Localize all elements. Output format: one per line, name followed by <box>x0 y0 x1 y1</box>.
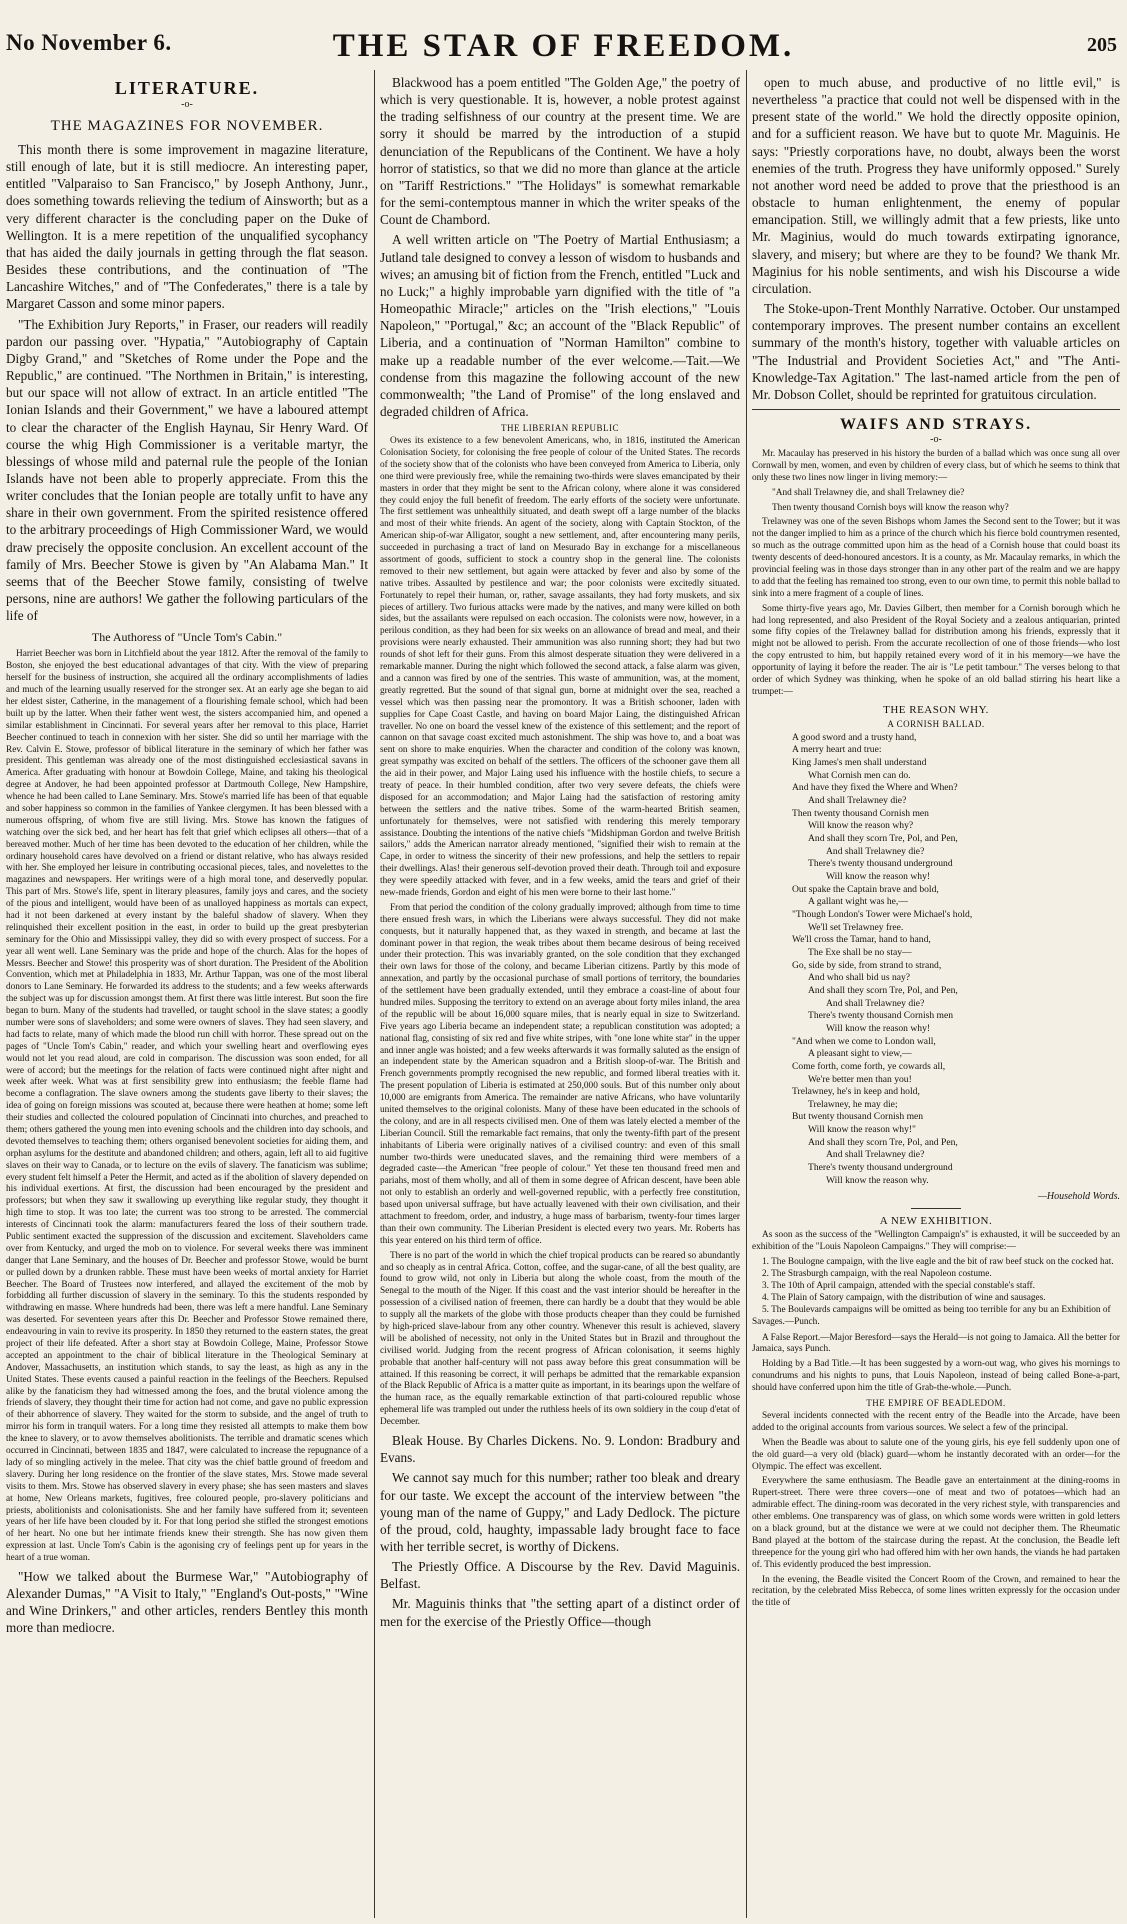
verse-line: A gallant wight was he,— <box>808 896 908 908</box>
article-paragraph: Mr. Macaulay has preserved in his history the burden of a ballad which was once sung all over Cornwall by men, women, and even by children of every class, but of which he seems to think that only these two lines now linger in living memory:— <box>752 448 1120 483</box>
article-paragraph: When the Beadle was about to salute one of the young girls, his eye fell suddenly upon one of the old guard—a very old (black) guard—whom he instantly decorated with an order—for the Olympic. The effect was excellent. <box>752 1437 1120 1472</box>
list-item: 1. The Boulogne campaign, with the live eagle and the bit of raw beef stuck on the cocked hat. <box>762 1257 1114 1268</box>
beadledom-heading: THE EMPIRE OF BEADLEDOM. <box>866 1397 1006 1408</box>
verse-line: King James's men shall understand <box>792 757 927 769</box>
verse-line: What Cornish men can do. <box>808 769 911 781</box>
verse-line: Out spake the Captain brave and bold, <box>792 883 939 895</box>
ballad-verses <box>792 732 1120 1188</box>
article-paragraph: Holding by a Bad Title.—It has been suggested by a worn-out wag, who gives his mornings to conundrums and his nights to puns, that Louis Napoleon, instead of being called Bone-a-part, should have conferred upon him the title of Grab-the-whole.—Punch. <box>752 1359 1120 1394</box>
literature-heading: LITERATURE. <box>114 78 260 98</box>
list-item: 3. The 10th of April campaign, attended with the special constable's staff. <box>762 1280 1035 1291</box>
verse-line: Come forth, come forth, ye cowards all, <box>792 1060 946 1072</box>
verse-line: And shall they scorn Tre, Pol, and Pen, <box>808 1136 958 1148</box>
article-paragraph: A False Report.—Major Beresford—says the Herald—is not going to Jamaica. All the better for Jamaica, says Punch. <box>752 1332 1120 1355</box>
article-paragraph: Everywhere the same enthusiasm. The Beadle gave an entertainment at the dining-rooms in Rupert-street. There were three covers—one of meat and two of potatoes—which had an admirable effect. The dining-room was decorated in the very richest style, with transparencies and other emblems. One transparency was of glass, on which some words were written in gold letters on a black ground, but at the distance we were at we could not decipher them. The Rheumatic Band played at the bottom of the staircase during the repast. At the conclusion, the Beadle left threepence for the young girl who had offered him with her own hands, the viands he had partaken of. This evidently produced the best impression. <box>752 1476 1120 1570</box>
stowe-heading: The Authoress of "Uncle Tom's Cabin." <box>91 630 283 645</box>
verse-line: We'll set Trelawney free. <box>808 921 904 933</box>
verse-line: We're better men than you! <box>808 1073 912 1085</box>
verse-line: And have they fixed the Where and When? <box>792 782 958 794</box>
verse-line: Will know the reason why? <box>808 820 914 832</box>
article-paragraph: This month there is some improvement in magazine literature, still enough of late, but it is still mediocre. An interesting paper, entitled "Valparaiso to San Francisco," by Joseph Anthony, Junr., does something towards relieving the tedium of Ainsworth; but as a very different character is the concluding paper on the Duke of Wellington. It is a mere repetition of the unqualified sycophancy that has aided the daily journals in getting through the flat season. Besides these contributions, and the continuation of "The Lancashire Witches," and of "The Confederates," there is a tale by Margaret Casson and some minor papers. <box>6 142 368 312</box>
waifs-heading: WAIFS AND STRAYS. <box>839 415 1033 433</box>
column-2 <box>380 74 740 1914</box>
column-divider <box>374 70 375 1918</box>
article-paragraph: From that period the condition of the colony gradually improved; although from time to time there ensued fresh wars, in which the Liberians were always successful. They did not make conquests, but it naturally happened that, as they waxed in strength, and became at last the dominant power in that region, the weak tribes about them became desirous of being received under their protection. This was invariably granted, on the sole condition that they exchanged their own laws for those of the colony, and became Liberian citizens. Partly by this mode of annexation, and partly by the occasional purchase of small portions of territory, the boundaries of the settlement have been gradually extended, until they embrace a coast-line of about four hundred miles. Supposing the territory to extend on an average about forty miles inland, the area of the republic will be about 16,000 square miles, that is nearly equal in size to Switzerland. Five years ago Liberia became an independent state; a republican constitution was adopted; a national flag, consisting of six red and five white stripes, with "one lone white star" in the upper and inner angle was hoisted; and a few weeks afterwards it was formally saluted as the ensign of an independent state by the American squadron and a British sloop-of-war. The British and French governments promptly recognised the new republic, and formed liberal treaties with it. The present population of Liberia is estimated at 250,000 souls. But of this number only about 10,000 are emigrants from America. The remainder are native Africans, who have voluntarily united themselves to the original colonists. Many of these have been educated in the schools of the colony, and are in all respects civilised men. One of them was lately elected a member of the Liberian Council. Still the remarkable fact remains, that only the twenty-fifth part of the present inhabitants of Liberia were originally natives of a civilised country: and even of this small number two-thirds were uneducated slaves, and the remaining third were members of a degraded caste—the American "free people of colour." Yet these ten thousand freed men and pariahs, most of them wholly, and all of them in some degree of African descent, have been able not only to establish an orderly and well-governed republic, with a perfectly free constitution, based upon universal suffrage, but have actually leavened with their own civilisation, and their attachment to freedom, order, and industry, a huge mass of barbarism, twenty-four times larger than their own community. The Liberian President is elected every two years. Mr. Roberts has this year entered on his third term of office. <box>380 902 740 1246</box>
newspaper-title: THE STAR OF FREEDOM. <box>332 28 795 64</box>
verse-line: And shall Trelawney die? <box>826 1149 925 1161</box>
article-paragraph: Blackwood has a poem entitled "The Golden Age," the poetry of which is very questionable. It is, however, a noble protest against the trading selfishness of our country at the present time. We are sorry it should be marred by the introduction of a stupid denunciation of the Republicans of the Continent. We have a holy horror of statistics, so that we did no more than glance at the article on "Tariff Restrictions." "The Holidays" is somewhat remarkable for the semi-contemptous manner in which the writer speaks of the Count de Chambord. <box>380 75 740 228</box>
magazines-subheading: THE MAGAZINES FOR NOVEMBER. <box>50 118 324 134</box>
verse-line: The Exe shall be no stay— <box>808 946 912 958</box>
article-paragraph: We cannot say much for this number; rather too bleak and dreary for our taste. We except the account of the interview between "the young man of the name of Guppy," and Lady Dedlock. The picture of the proud, cold, haughty, impassable lady brought face to face with her terrible secret, is worthy of Dickens. <box>380 1470 740 1554</box>
exhibition-list <box>752 1257 1120 1328</box>
verse-line: Will know the reason why!" <box>808 1124 916 1136</box>
list-item: 5. The Boulevards campaigns will be omitted as being too terrible for any bu an Exhibition of Savages.—Punch. <box>752 1304 1111 1327</box>
column-divider <box>746 70 747 1918</box>
verse-line: Go, side by side, from strand to strand, <box>792 959 942 971</box>
verse-line: A pleasant sight to view,— <box>808 1048 912 1060</box>
article-paragraph: A well written article on "The Poetry of Martial Enthusiasm; a Jutland tale designed to convey a lesson of wisdom to husbands and wives; an amusing bit of fiction from the French, entitled "Luck and no Luck;" a highly improbable yarn dignified with the title of "a Homeopathic Miracle;" articles on the "Irish elections," "Louis Napoleon," "Portugal," &c; an account of the "Black Republic" of Liberia, and a continuation of "Norman Hamilton" combine to make up a readable number of the ever welcome.—Tait.—We condense from this magazine the following account of the new commonwealth; "the Land of Promise" of the long enslaved and degraded children of Africa. <box>380 232 740 419</box>
verse-line: There's twenty thousand underground <box>808 1162 953 1174</box>
column-1 <box>6 74 368 1914</box>
article-paragraph: As soon as the success of the "Wellington Campaign's" is exhausted, it will be succeeded by an exhibition of the "Louis Napoleon Campaigns." They will comprise:— <box>752 1230 1120 1253</box>
article-paragraph: Some thirty-five years ago, Mr. Davies Gilbert, then member for a Cornish borough which he had long represented, and also President of the Royal Society and a zealous antiquarian, printed some fifty copies of the Trelawney ballad for distribution among his friends, expressly that it might not be allowed to perish. From the accurate recollection of one of those friends—who lost the copy entrusted to him, but happily retained every word of it in his memory—we have the opportunity of laying it before the reader. The air is "Le petit tambour." The verses belong to that order of which Sydney was thinking, when he spoke of an old ballad stirring his heart like a trumpet:— <box>752 603 1120 697</box>
masthead <box>0 0 1127 80</box>
article-paragraph: Harriet Beecher was born in Litchfield about the year 1812. After the removal of the family to Boston, she enjoyed the best educational advantages of that city. With the view of preparing herself for the business of instruction, she acquired all the ordinary accomplishments of ladies and much of the learning usually reserved for the stronger sex. At an early age she began to aid her eldest sister, Catherine, in the management of a flourishing female school, which had been built up by the latter. When their father went west, the sisters accompanied him, and opened a similar establishment in Cincinnati. For several years after her removal to this place, Harriet Beecher continued to teach in connexion with her sister. She did so until her marriage with the Rev. Calvin E. Stowe, professor of biblical literature in the seminary of which her father was president. This gentleman was already one of the most distinguished ecclesiastical savans in America. After graduating with honour at Bowdoin College, Maine, and taking his theological degree at Andover, he had been appointed professor at Dartmouth College, New Hampshire, whence he had been called to Lane Seminary. Mrs. Stowe's married life has been of that equable and sober happiness so common in the families of Yankee clergymen. It has been blessed with a numerous offspring, of whom five are still living. Mrs. Stowe has known the fatigues of watching over the sick bed, and her heart has felt that grief which eclipses all others—that of a bereaved mother. Much of her time has been devoted to the education of her children, while the ordinary household cares have devolved on a friend or distant relative, who has always resided with her. She employed her leisure in contributing occasional pieces, tales, and novelettes to the magazines and newspapers. Her writings were of a high moral tone, and deservedly popular. This part of Mrs. Stowe's life, spent in literary pleasures, family joys and cares, and the society of the pious and intelligent, would have been of as unalloyed happiness as mortals can expect, had it not been darkened at every instant by the baleful shadow of slavery. When they relinquished their excellent position in the east, in order to build up the great presbyterian seminary for the Ohio and Mississippi valley, they did so with every prospect of success. For a year all went well. Lane Seminary was the pride and hope of the church. Alas for the hopes of Messrs. Beecher and Stowe! this prosperity was of short duration. The President of the Abolition Convention, which met at Philadelphia in 1833, Mr. Arthur Tappan, was one of the most liberal donors to Lane Seminary. He forwarded its address to the students; and a few weeks afterwards the subject was up for discussion amongst them. At first there was little interest. But soon the fire began to burn. Many of the students had travelled, or taught school in the slave states; a goodly number were sons of slaveholders; and some were owners of slaves. They had seen slavery, and had facts to relate, many of which made the blood run chill with horror. These spread out on the pages of "Uncle Tom's Cabin," reader, and which your swelling heart and overflowing eyes would not let you read aloud, are cold in comparison. The discussion was soon ended, for all were of accord; but the meetings for the relation of facts were continued night after night and week after week. What was at first sensibility grew into enthusiasm; the feeble flame had become a conflagration. The slave owners among the students gave liberty to their slaves; the idea of going on foreign missions was scouted at, because there were heathen at home; some left their studies and collected the coloured population of Cincinnati into churches, and preached to them; others gathered the young men into evening schools and the children into day schools, and devoted themselves to teaching them; others organised benevolent societies for aiding them, and orphan asylums for the destitute and abandoned children; and others, again, left all to aid fugitive slaves on their way to Canada, or to lecture on the evils of slavery. The fanaticism was sublime; every student felt himself a Peter the Hermit, and acted as if the abolition of slavery depended on his individual exertions. At first, the discussion had been encouraged by the president and professors; but when they saw it swallowing up everything like regular study, they thought it high time to stop. It was too late; the current was too strong to be arrested. The commercial interests of Cincinnati took the alarm: manufacturers feared the loss of their southern trade. Public sentiment exacted the suppression of the discussion and excitement. Slaveholders came over from Kentucky, and urged the mob on to violence. For several weeks there was imminent danger that Lane Seminary, and the houses of Dr. Beecher and professor Stowe, would be burnt or pulled down by a drunken rabble. These must have been weeks of mortal anxiety for Harriet Beecher. The Board of Trustees now interfered, and allayed the excitement of the mob by forbidding all further discussion of slavery in the seminary. To this the students responded by withdrawing en masse. Where hundreds had been, there was left a mere handful. Lane Seminary was deserted. For seventeen years after this Dr. Beecher and Professor Stowe remained there, endeavouring in vain to revive its prosperity. In 1850 they returned to the eastern states, the great project of their life defeated. After a short stay at Bowdoin College, Maine, Professor Stowe accepted an appointment to the chair of biblical literature in the Theological Seminary at Andover, Massachusetts, an institution which stands, to say the least, as high as any in the United States. These events caused a painful reaction in the feelings of the Beechers. Repulsed alike by the fanaticism they had witnessed among the foes, and the brutal violence among the friends of slavery, they thought their time for action had not come, and gave no public expression of their abhorrence of slavery. They waited for the storm to subside, and the angel of truth to mirror his form in tranquil waters. For a long time they resisted all attempts to make them bow the knee to slavery, or to avow themselves abolitionists. The terrible and dramatic scenes which occurred in Cincinnati, between 1835 and 1847, were calculated to increase the repugnance of a lady of so mingling actively in the melee. That city was the chief battle ground of freedom and slavery. During her long residence on the frontier of the slave states, Mrs. Stowe made several visits to them. Mrs. Stowe has observed slavery in every phase; she has seen masters and slaves at home, New Orleans markets, fugitives, free coloured people, pro-slavery politicians and priests, abolitionists and colonisationists. She and her family have suffered from it; seventeen years of her life have been clouded by it. For that long period she stifled the strongest emotions of her heart. No one but her intimate friends knew their strength. She has now given them expression at last. Uncle Tom's Cabin is the agonising cry of feelings pent up for years in the heart of a true woman. <box>6 649 368 1564</box>
article-paragraph: Trelawney was one of the seven Bishops whom James the Second sent to the Tower; but it was not the danger implied to him as a prince of the church which his fierce bold countrymen resented, so much as the outrage committed upon him as the head of a Cornish house that could boast its twenty descents of deed-honoured ancestors. It is a county, as Mr. Macaulay remarks, in which the provincial feeling was in those days stronger than in any other part of the realm and we are happy to add that the feeling has remained too strong, even to our own time, to permit this noble ballad to sink into a mere fragment of a couple of lines. <box>752 517 1120 599</box>
verse-line: Then twenty thousand Cornish men <box>792 807 929 819</box>
verse-line: Trelawney, he's in keep and hold, <box>792 1086 920 1098</box>
article-paragraph: In the evening, the Beadle visited the Concert Room of the Crown, and remained to hear the recitation, by the celebrated Miss Rebecca, of some lines written expressly for the occasion under the title of <box>752 1574 1120 1609</box>
page-number: 205 <box>1087 34 1117 56</box>
exhibition-heading: A NEW EXHIBITION. <box>879 1215 993 1228</box>
verse-line: Will know the reason why. <box>826 1174 929 1186</box>
review-title: The Priestly Office. A Discourse by the Rev. David Maguinis. Belfast. <box>380 1559 740 1592</box>
liberia-heading: THE LIBERIAN REPUBLIC <box>501 423 619 434</box>
verse-line: Will know the reason why! <box>826 1022 931 1034</box>
article-paragraph: Owes its existence to a few benevolent Americans, who, in 1816, instituted the American Colonisation Society, for colonising the free people of colour of the United States. The records of the society show that of the colonists who have been conveyed from America to Liberia, only one third were previously free, while the remaining two-thirds were slaves emancipated by their masters in order that they might be sent to the African colony, where alone it was considered they could enjoy the full benefit of freedom. The early efforts of the society were unfortunate. The first settlement was unhealthily situated, and death swept off a large number of the blacks and most of their white friends. An agent of the society, along with Captain Stockton, of the American ship-of-war Alligator, sought a new settlement, and, after encountering many perils, succeeded in purchasing a tract of land on Mesurado Bay in exchange for a miscellaneous assortment of goods, sufficient to stock a country shop in the general line. The colonists removed to their new settlement, but again were attacked by fever and also by some of the native tribes. Assaulted by pestilence and war; the poor colonists were excitedly situated. Fortunately to repel their human, or, rather, savage assailants, they had forty muskets, and six pieces of artillery. Two furious attacks were made by the natives, and many were killed on both sides, but the assailants were repulsed on each occasion. The colonists were now, however, in a perilous condition, as they had been for six weeks on an allowance of bread and meal, and their provisions were nearly exhausted. Their ammunition was also running short; they had but two rounds of shot left for their guns. From this almost desperate situation they were delivered in a remarkable manner. During the night which followed the second attack, a false alarm was given, and a cannon was fired by one of the sentries. This waste of ammunition, was, at the moment, greatly regretted. But the sound of that signal gun, borne at midnight over the sea, reached a vessel which was then passing near the promontory. It was a British schooner, laden with supplies for Cape Coast Castle, and having on board Major Laing, the distinguished African traveller. No one on board the vessel knew of the existence of this settlement; and the report of cannon on that savage coast excited much astonishment. The ship was hove to, and a boat was sent on shore to make enquiries. When the character and condition of the colony was known, great sympathy was excited on behalf of the settlers. The officers of the schooner gave them all the aid in their power, and Major Laing used his influence with the hostile chiefs, to secure a treaty of peace. In their humbled condition, after two very severe defeats, the chiefs were disposed for an accommodation; and Major Laing had the satisfaction of restoring amity between the settlers and the native tribes. Some of the warm-hearted British seamen, unfortunately for themselves, were not satisfied with rendering this merely temporary assistance. Doubting the intentions of the native chiefs "Midshipman Gordon and twelve British sailors," adds the American narrator already mentioned, "signified their wish to remain at the Cape, in order to witness the sincerity of their new professions, and help the settlers to repair their dwellings. Alas! their generous self-devotion proved their death. Through toil and exposure they were speedily attacked with fever, and in a few weeks, amid the tears and grief of their new-made friends, Gordon and eight of his men were borne to their last home." <box>380 436 740 898</box>
verse-line: And shall Trelawney die? <box>826 997 925 1009</box>
ballad-attribution: —Household Words. <box>1037 1191 1120 1203</box>
quoted-verse: "And shall Trelawney die, and shall Trelawney die? <box>772 487 965 498</box>
verse-line: We'll cross the Tamar, hand to hand, <box>792 934 931 946</box>
article-paragraph: There is no part of the world in which the chief tropical products can be reared so abundantly and so cheaply as in central Africa. Cotton, coffee, and the sugar-cane, of all the best quality, are found to grow wild, not only in Liberia but along the whole coast, from the mouth of the Senegal to the mouth of the Niger. If this coast and the vast interior should be hereafter in the possession of a civilised nation of freemen, there can hardly be a doubt that they would be able to supply all the markets of the globe with those products cheaper than they could be furnished by high-priced slave-labour from any other country. Whenever this result is achieved, slavery will be abolished of necessity, not only in the United States but in Brazil and throughout the civilised world. Judging from the recent progress of African colonisation, it seems highly probable that another half-century will not pass away before this great consummation will be attained. If this reasoning be correct, it will perhaps be admitted that the remarkable expansion of the Black Republic of Africa is a matter quite as important, in its bearings upon the welfare of the human race, as the equally remarkable extinction of that parti-coloured republic whose ephemeral life was trampled out under the ruthless heels of its own soldiery in the coup d'etat of December. <box>380 1250 740 1428</box>
ballad-title: THE REASON WHY. <box>883 703 989 716</box>
list-item: 4. The Plain of Satory campaign, with the distribution of wine and sausages. <box>762 1292 1046 1303</box>
verse-line: "Though London's Tower were Michael's hold, <box>792 908 973 920</box>
verse-line: Trelawney, he may die; <box>808 1098 898 1110</box>
ballad-subtitle: A CORNISH BALLAD. <box>887 718 985 729</box>
list-item: 2. The Strasburgh campaign, with the real Napoleon costume. <box>762 1269 992 1280</box>
section-rule <box>752 409 1120 410</box>
issue-date: No November 6. <box>6 30 172 55</box>
article-paragraph: "How we talked about the Burmese War," "Autobiography of Alexander Dumas," "A Visit to Italy," "England's Out-posts," "Wine and Wine Drinkers," and other articles, renders Bentley this month more than mediocre. <box>6 1568 368 1636</box>
article-paragraph: "The Exhibition Jury Reports," in Fraser, our readers will readily pardon our passing over. "Hypatia," "Autobiography of Captain Digby Grand," and "Sketches of Rome under the Pope and the Republic," are continued. "The Northmen in Britain," is interesting, but our space will not allow of extract. In an article entitled "The Ionian Islands and their Government," we have a laboured attempt to clear the character of the English Haynau, Sir Henry Ward. Of course the whig High Commissioner is a veritable martyr, the blessings of whose mild and paternal rule the people of the Ionian Islands have not been able to properly appreciate. From this the writer concludes that the Ionian people are totally unfit to have any share in their own government. From the spirited resistence offered to the arbitrary proceedings of High Commissioner Ward, we would draw precisely the opposite conclusion. An excellent account of the family of Mrs. Beecher Stowe is given by "An Alabama Man." It seems that of the Beecher Stowe family, consisting of twelve persons, nine are authors! We gather the following particulars of the life of <box>6 316 368 624</box>
verse-line: "And when we come to London wall, <box>792 1035 936 1047</box>
verse-line: There's twenty thousand underground <box>808 858 953 870</box>
section-ornament: -o- <box>181 99 193 110</box>
verse-line: And shall they scorn Tre, Pol, and Pen, <box>808 833 958 845</box>
section-ornament: -o- <box>930 433 942 445</box>
verse-line: Will know the reason why! <box>826 871 931 882</box>
verse-line: A merry heart and true: <box>792 744 882 756</box>
article-paragraph: The Stoke-upon-Trent Monthly Narrative. October. Our unstamped contemporary improves. The present number contains an excellent summary of the month's history, together with valuable articles on "The Industrial and Provident Societies Act," and "The Anti-Knowledge-Tax Agitation." The last-named article from the pen of Mr. Dobson Collet, should be reprinted for gratuitous circulation. <box>752 301 1120 402</box>
verse-line: And who shall bid us nay? <box>808 972 911 984</box>
verse-line: And shall Trelawney die? <box>808 795 907 807</box>
article-paragraph: open to much abuse, and productive of no little evil," is nevertheless "a practice that could not well be dispensed with in the present state of the world." We hold the directly opposite opinion, and for a sufficient reason. We have but to quote Mr. Maguinis. He says: "Priestly corporations have, no doubt, always been the worst enemies of the truth. Progress they have uniformly opposed." Surely not another word need be added to prove that the priesthood is an obstacle to human enlightenment, the enemy of popular emancipation. Still, we willingly admit that a few priests, like unto Mr. Maginius, would do much towards extirpating ignorance, slavery, and misery; but where are they to be found? We thank Mr. Maginius for his noble sentiments, and wish his Discourse a wide circulation. <box>752 75 1120 296</box>
quoted-verse: Then twenty thousand Cornish boys will know the reason why? <box>772 502 1009 513</box>
review-title: Bleak House. By Charles Dickens. No. 9. London: Bradbury and Evans. <box>380 1433 740 1466</box>
verse-line: But twenty thousand Cornish men <box>792 1111 924 1123</box>
article-paragraph: Several incidents connected with the recent entry of the Beadle into the Arcade, have been added to the original accounts from various sources. We select a few of the principal. <box>752 1410 1120 1433</box>
verse-line: A good sword and a trusty hand, <box>792 731 917 743</box>
verse-line: And shall they scorn Tre, Pol, and Pen, <box>808 984 958 996</box>
verse-line: There's twenty thousand Cornish men <box>808 1010 954 1022</box>
verse-line: And shall Trelawney die? <box>826 845 925 857</box>
section-rule <box>911 1208 961 1209</box>
column-3 <box>752 74 1120 1914</box>
article-paragraph: Mr. Maguinis thinks that "the setting apart of a distinct order of men for the exercise of the Priestly Office—though <box>380 1596 740 1629</box>
